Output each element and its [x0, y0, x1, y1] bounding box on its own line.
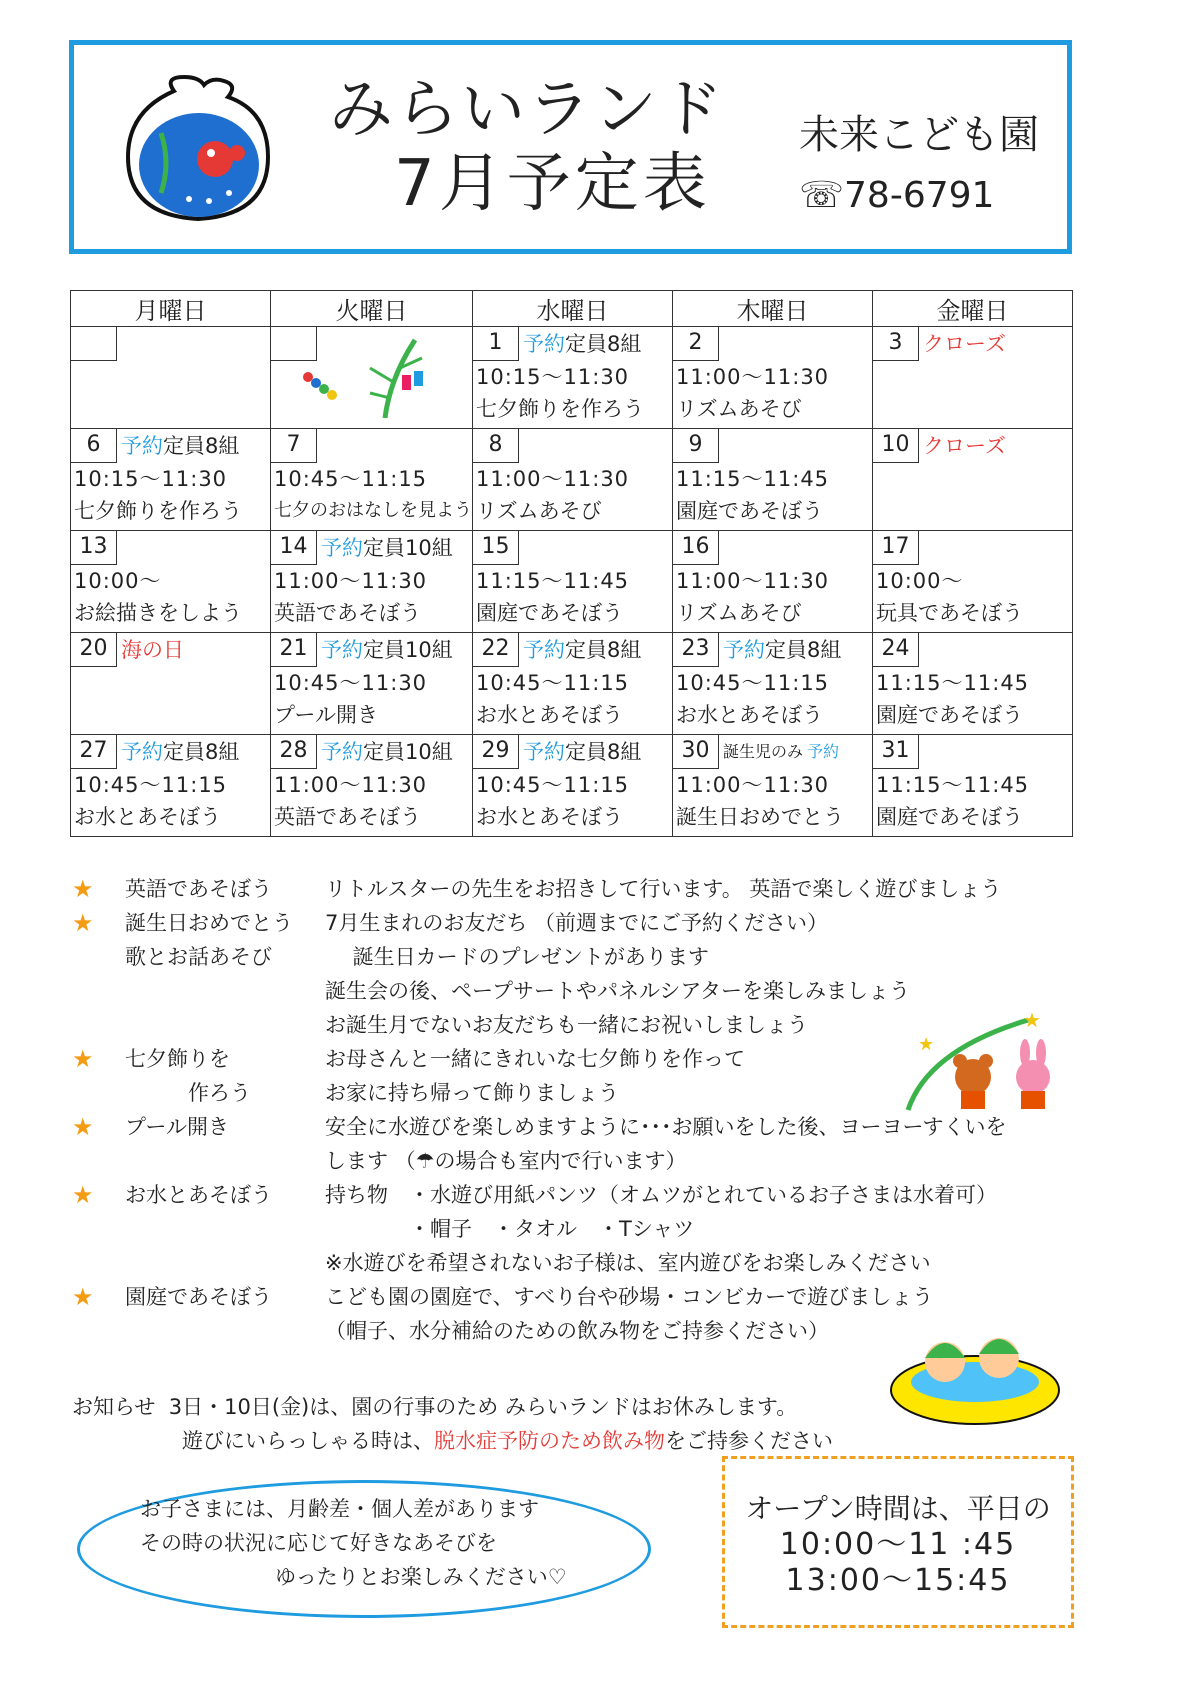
note-text: 安全に水遊びを楽しめますように･･･お願いをした後、ヨーヨーすくいを [325, 1115, 1007, 1139]
open-hours-label: オープン時間は、平日の [745, 1492, 1051, 1525]
day-time: 10:45～11:30 [274, 671, 428, 695]
day-time: 11:00～11:30 [476, 467, 630, 491]
calendar-week-row [71, 531, 1073, 633]
calendar-day-cell [71, 429, 271, 531]
notice-line2-pre: 遊びにいらっしゃる時は、 [182, 1429, 434, 1453]
calendar-day-cell [473, 633, 673, 735]
day-number: 31 [873, 735, 919, 769]
day-time: 11:00～11:30 [676, 569, 830, 593]
calendar-day-cell [71, 735, 271, 837]
calendar-day-cell [873, 429, 1073, 531]
star-icon: ★ [72, 909, 94, 937]
day-number: 1 [473, 327, 519, 361]
day-time: 11:15～11:45 [476, 569, 630, 593]
day-label: クローズ [923, 434, 1006, 458]
day-event: 園庭であそぼう [876, 703, 1023, 727]
note-key: 歌とお話あそび [125, 945, 272, 969]
note-text: お家に持ち帰って飾りましょう [325, 1081, 619, 1105]
day-event: 七夕飾りを作ろう [74, 499, 242, 523]
note-row [72, 872, 1172, 906]
star-icon: ★ [72, 1045, 94, 1073]
day-time: 10:45～11:15 [476, 671, 630, 695]
day-time: 11:00～11:30 [676, 365, 830, 389]
day-event: 園庭であそぼう [876, 805, 1023, 829]
day-capacity: 定員8組 [765, 638, 842, 662]
phone-number: ☏78-6791 [799, 175, 995, 216]
calendar-table [70, 290, 1073, 837]
calendar-day-cell [873, 531, 1073, 633]
day-label: 予約 [321, 536, 363, 560]
bear-bunny-tanabata-illustration [898, 1005, 1073, 1115]
day-number: 22 [473, 633, 519, 667]
weekday-mon: 月曜日 [71, 291, 271, 327]
day-time: 11:15～11:45 [676, 467, 830, 491]
note-key: 園庭であそぼう [125, 1285, 272, 1309]
day-time: 10:45～11:15 [274, 467, 428, 491]
day-number: 21 [271, 633, 317, 667]
note-row [72, 1246, 1172, 1280]
page-subtitle: 7月予定表 [394, 147, 711, 221]
header-box [69, 40, 1072, 254]
note-key: 英語であそぼう [125, 877, 272, 901]
calendar-day-cell [473, 429, 673, 531]
day-number: 2 [673, 327, 719, 361]
day-number: 24 [873, 633, 919, 667]
calendar-day-cell [271, 735, 473, 837]
day-capacity: 定員10組 [363, 638, 453, 662]
open-hours-box [722, 1456, 1074, 1628]
day-number: 23 [673, 633, 719, 667]
calendar-week-row [71, 429, 1073, 531]
calendar-day-cell [473, 327, 673, 429]
note-text: ※水遊びを希望されないお子様は、室内遊びをお楽しみください [325, 1251, 931, 1275]
ellipse-line2: その時の状況に応じて好きなあそびを [140, 1531, 497, 1555]
day-number: 16 [673, 531, 719, 565]
day-number: 8 [473, 429, 519, 463]
calendar-day-cell [473, 531, 673, 633]
note-text: 持ち物 ・水遊び用紙パンツ（オムツがとれているお子さまは水着可） [325, 1183, 997, 1207]
day-label: 予約 [523, 332, 565, 356]
note-row [72, 1212, 1172, 1246]
weekday-wed: 水曜日 [473, 291, 673, 327]
note-key: お水とあそぼう [125, 1183, 272, 1207]
notice-heading: お知らせ [72, 1395, 156, 1419]
day-event: プール開き [274, 703, 378, 727]
day-event: お水とあそぼう [476, 805, 623, 829]
day-capacity: 定員8組 [565, 740, 642, 764]
open-hours-slot2: 13:00～15:45 [785, 1563, 1011, 1598]
day-number: 10 [873, 429, 919, 463]
notice-line1: 3日・10日(金)は、園の行事のため みらいランドはお休みします。 [168, 1395, 798, 1419]
day-time: 11:15～11:45 [876, 773, 1030, 797]
day-capacity: 定員8組 [565, 332, 642, 356]
notice-block [72, 1390, 833, 1458]
day-number: 6 [71, 429, 117, 463]
day-event: 玩具であそぼう [876, 601, 1023, 625]
note-text: リトルスターの先生をお招きして行います。 英語で楽しく遊びましょう [325, 877, 1002, 901]
note-text: 誕生日カードのプレゼントがあります [325, 945, 709, 969]
note-row [72, 1110, 1172, 1144]
note-key: 七夕飾りを [125, 1047, 230, 1071]
ellipse-line3: ゆったりとお楽しみください♡ [275, 1565, 567, 1589]
day-event: 英語であそぼう [274, 601, 421, 625]
day-label: 予約 [321, 638, 363, 662]
note-row [72, 906, 1172, 940]
calendar-day-cell [71, 327, 271, 429]
tanabata-bamboo-icon [300, 333, 450, 423]
notice-line2-post: をご持参ください [665, 1429, 833, 1453]
star-icon: ★ [72, 875, 94, 903]
star-icon: ★ [72, 1113, 94, 1141]
day-time: 10:15～11:30 [476, 365, 630, 389]
note-text: （帽子、水分補給のための飲み物をご持参ください） [325, 1319, 829, 1343]
day-event: 園庭であそぼう [476, 601, 623, 625]
note-row [72, 940, 1172, 974]
day-capacity: 定員8組 [565, 638, 642, 662]
calendar-day-cell [473, 735, 673, 837]
day-label: 予約 [523, 740, 565, 764]
day-event: お絵描きをしよう [74, 601, 242, 625]
day-number: 14 [271, 531, 317, 565]
day-number: 13 [71, 531, 117, 565]
calendar-day-cell [673, 327, 873, 429]
note-key: プール開き [125, 1115, 229, 1139]
day-number: 15 [473, 531, 519, 565]
day-number: 28 [271, 735, 317, 769]
svg-text:★: ★ [1023, 1008, 1041, 1032]
calendar-day-cell [71, 531, 271, 633]
weekday-thu: 木曜日 [673, 291, 873, 327]
note-text: 誕生会の後、ペープサートやパネルシアターを楽しみましょう [325, 979, 910, 1003]
day-time: 10:45～11:15 [476, 773, 630, 797]
notice-line2-red: 脱水症予防のため飲み物 [434, 1429, 665, 1453]
day-event: お水とあそぼう [74, 805, 221, 829]
day-number: 27 [71, 735, 117, 769]
day-label-prefix: 誕生児のみ [723, 742, 804, 761]
svg-text:★: ★ [918, 1034, 935, 1055]
day-number: 9 [673, 429, 719, 463]
open-hours-slot1: 10:00～11 :45 [779, 1527, 1017, 1562]
day-time: 11:00～11:30 [274, 773, 428, 797]
calendar-day-cell [271, 633, 473, 735]
day-capacity: 定員10組 [363, 740, 453, 764]
note-row [72, 974, 1172, 1008]
day-time: 10:00～ [876, 569, 964, 593]
day-time: 11:15～11:45 [876, 671, 1030, 695]
day-event: 英語であそぼう [274, 805, 421, 829]
note-row [72, 1178, 1172, 1212]
weekday-row [71, 291, 1073, 327]
weekday-tue: 火曜日 [271, 291, 473, 327]
calendar-day-cell [873, 633, 1073, 735]
calendar-day-cell [673, 531, 873, 633]
day-number: 7 [271, 429, 317, 463]
day-event: リズムあそび [676, 601, 802, 625]
calendar-day-cell [271, 429, 473, 531]
calendar-day-cell [271, 531, 473, 633]
day-label: クローズ [923, 332, 1006, 356]
note-text: ・帽子 ・タオル ・Tシャツ [325, 1217, 695, 1241]
note-key: 作ろう [125, 1081, 251, 1105]
day-number: 30 [673, 735, 719, 769]
star-icon: ★ [72, 1181, 94, 1209]
calendar-week-row [71, 327, 1073, 429]
day-event: お水とあそぼう [676, 703, 823, 727]
day-capacity: 定員8組 [163, 434, 240, 458]
day-label: 予約 [723, 638, 765, 662]
note-text: 7月生まれのお友だち （前週までにご予約ください） [325, 911, 829, 935]
day-label: 予約 [321, 740, 363, 764]
day-number: 17 [873, 531, 919, 565]
day-event: リズムあそび [676, 397, 802, 421]
kids-in-pool-illustration [887, 1310, 1062, 1428]
note-key: 誕生日おめでとう [125, 911, 293, 935]
ellipse-line1: お子さまには、月齢差・個人差があります [140, 1497, 539, 1521]
star-icon: ★ [72, 1283, 94, 1311]
day-number: 29 [473, 735, 519, 769]
note-text: お母さんと一緒にきれいな七夕飾りを作って [325, 1047, 745, 1071]
day-capacity: 定員10組 [363, 536, 453, 560]
note-text: します （☂の場合も室内で行います） [325, 1149, 687, 1173]
day-number: 3 [873, 327, 919, 361]
day-label: 予約 [807, 742, 840, 761]
day-number: 20 [71, 633, 117, 667]
day-capacity: 定員8組 [163, 740, 240, 764]
calendar-week-row [71, 633, 1073, 735]
day-event: 誕生日おめでとう [676, 805, 844, 829]
day-label: 予約 [523, 638, 565, 662]
calendar-day-cell [673, 735, 873, 837]
calendar-day-cell [873, 735, 1073, 837]
calendar-day-cell [673, 633, 873, 735]
goldfish-bowl-icon [119, 73, 279, 223]
day-time: 10:15～11:30 [74, 467, 228, 491]
day-time: 11:00～11:30 [676, 773, 830, 797]
calendar-week-row [71, 735, 1073, 837]
day-event: 園庭であそぼう [676, 499, 823, 523]
day-label: 予約 [121, 434, 163, 458]
day-event: お水とあそぼう [476, 703, 623, 727]
day-time: 11:00～11:30 [274, 569, 428, 593]
page-title: みらいランド [329, 73, 725, 147]
calendar-day-cell [673, 429, 873, 531]
day-number [71, 327, 117, 361]
day-label: 海の日 [121, 638, 184, 662]
day-event: リズムあそび [476, 499, 602, 523]
day-event: 七夕飾りを作ろう [476, 397, 644, 421]
note-text: こども園の園庭で、すべり台や砂場・コンビカーで遊びましょう [325, 1285, 934, 1309]
note-row [72, 1280, 1172, 1314]
org-name: 未来こども園 [799, 112, 1039, 158]
day-time: 10:00～ [74, 569, 162, 593]
weekday-fri: 金曜日 [873, 291, 1073, 327]
day-event: 七夕のおはなしを見よう [274, 500, 472, 521]
day-label: 予約 [121, 740, 163, 764]
day-time: 10:45～11:15 [74, 773, 228, 797]
calendar-day-cell [71, 633, 271, 735]
day-time: 10:45～11:15 [676, 671, 830, 695]
note-row [72, 1144, 1172, 1178]
note-text: お誕生月でないお友だちも一緒にお祝いしましょう [325, 1013, 808, 1037]
calendar-day-cell [873, 327, 1073, 429]
